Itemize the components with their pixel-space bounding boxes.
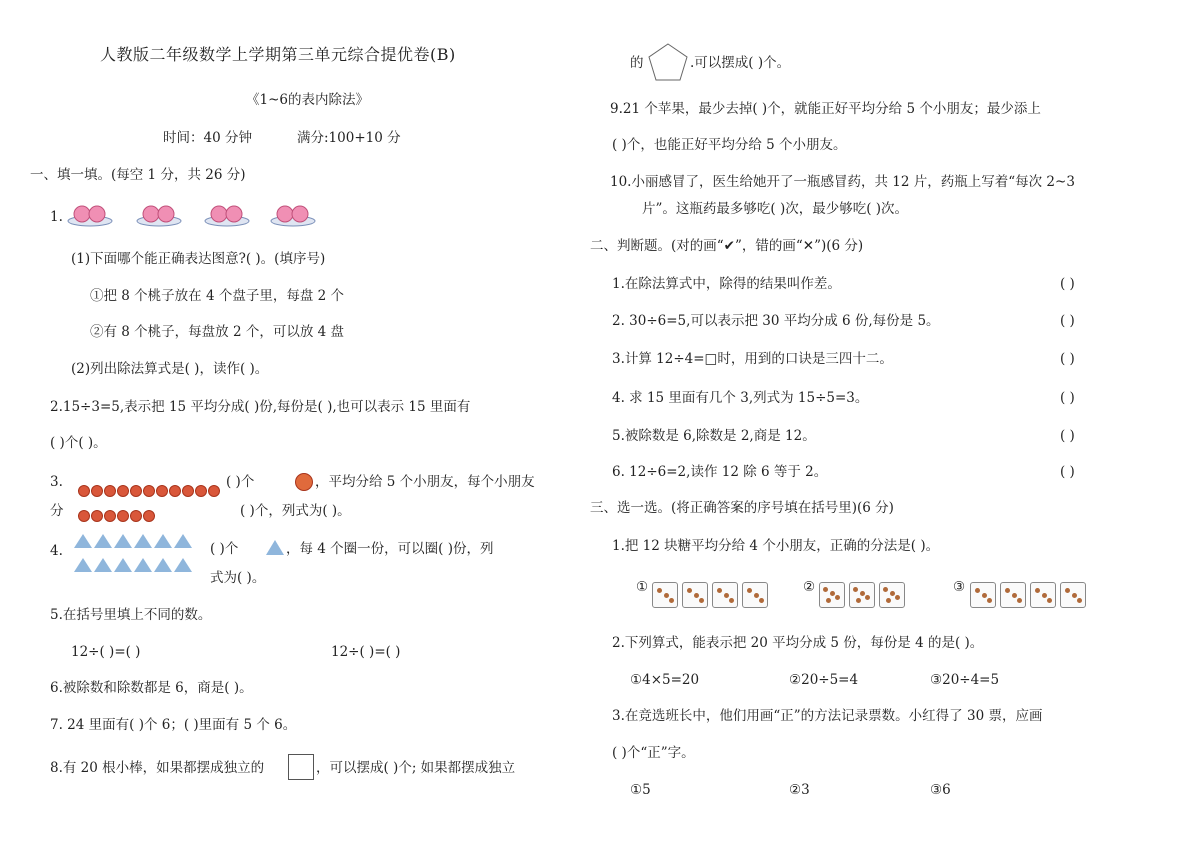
q2-line1: 2.15÷3=5,表示把 15 平均分成( )份,每份是( ),也可以表示 15 里面有 xyxy=(50,399,471,415)
choice-q2-option1: ①4×5=20 xyxy=(630,672,700,688)
choice-q3-line1: 3.在竞选班长中，他们用画“正”的方法记录票数。小红得了 30 票，应画 xyxy=(612,708,1043,724)
exam-time: 时间：40 分钟 xyxy=(163,130,252,146)
exam-score: 满分:100+10 分 xyxy=(297,130,401,146)
q3-line2: ( )个，列式为( )。 xyxy=(240,503,351,519)
q9-line1: 9.21 个苹果，最少去掉( )个，就能正好平均分给 5 个小朋友；最少添上 xyxy=(610,101,1041,117)
section-3-heading: 三、选一选。(将正确答案的序号填在括号里)(6 分) xyxy=(590,500,894,516)
section-1-heading: 一、填一填。(每空 1 分，共 26 分) xyxy=(30,167,246,183)
q8-text-c: 的 xyxy=(630,55,644,71)
q9-line2: ( )个，也能正好平均分给 5 个小朋友。 xyxy=(612,137,847,153)
q10-line1: 10.小丽感冒了，医生给她开了一瓶感冒药，共 12 片，药瓶上写着“每次 2~3 xyxy=(610,174,1075,190)
choice-q3-option3: ③6 xyxy=(930,782,951,798)
choice-q3-option1: ①5 xyxy=(630,782,651,798)
judge-item-6: 6. 12÷6=2,读作 12 除 6 等于 2。 xyxy=(612,464,828,480)
pentagon-icon xyxy=(647,42,689,82)
choice-q3-line2: ( )个“正”字。 xyxy=(612,745,695,761)
q4-line1-blank: ( )个 xyxy=(210,541,239,557)
q8-text-b: ，可以摆成( )个; 如果都摆成独立 xyxy=(316,760,516,776)
q3-balls-row1 xyxy=(78,480,221,499)
q3-line1-text: ，平均分给 5 个小朋友，每个小朋友 xyxy=(315,474,535,490)
page-title: 人教版二年级数学上学期第三单元综合提优卷(B) xyxy=(100,45,456,64)
ball-icon xyxy=(295,473,313,491)
choice-q2: 2.下列算式，能表示把 20 平均分成 5 份，每份是 4 的是( )。 xyxy=(612,635,984,651)
plate-1-icon xyxy=(68,206,112,226)
judge-item-4: 4. 求 15 里面有几个 3,列式为 15÷5=3。 xyxy=(612,390,869,406)
q8-text-d: .可以摆成( )个。 xyxy=(690,55,791,71)
q1-number: 1. xyxy=(50,209,63,225)
q5-text: 5.在括号里填上不同的数。 xyxy=(50,607,212,623)
q4-triangles-row2 xyxy=(74,557,194,576)
judge-item-3: 3.计算 12÷4=□时，用到的口诀是三四十二。 xyxy=(612,351,893,367)
q7-text: 7. 24 里面有( )个 6；( )里面有 5 个 6。 xyxy=(50,717,297,733)
q4-line2: 式为( )。 xyxy=(210,570,266,586)
q1-option2: ②有 8 个桃子，每盘放 2 个，可以放 4 盘 xyxy=(90,324,345,340)
choice-q1: 1.把 12 块糖平均分给 4 个小朋友，正确的分法是( )。 xyxy=(612,538,940,554)
section-2-heading: 二、判断题。(对的画“✔”，错的画“✕”)(6 分) xyxy=(590,238,864,254)
answer-bracket[interactable]: ( ) xyxy=(1060,351,1075,367)
plate-4-icon xyxy=(271,206,315,226)
choice-q2-option2: ②20÷5=4 xyxy=(789,672,859,688)
judge-item-1: 1.在除法算式中，除得的结果叫作差。 xyxy=(612,276,841,292)
choice-q2-option3: ③20÷4=5 xyxy=(930,672,1000,688)
answer-bracket[interactable]: ( ) xyxy=(1060,276,1075,292)
peach-plates-image xyxy=(66,198,318,230)
q8-text-a: 8.有 20 根小棒，如果都摆成独立的 xyxy=(50,760,265,776)
q3-line1-blank: ( )个 xyxy=(226,474,255,490)
choice-q1-option1-label: ① xyxy=(636,579,649,595)
q3-number: 3. xyxy=(50,474,63,490)
choice-q3-option2: ②3 xyxy=(789,782,810,798)
q6-text: 6.被除数和除数都是 6，商是( )。 xyxy=(50,680,253,696)
answer-bracket[interactable]: ( ) xyxy=(1060,464,1075,480)
q3-fen: 分 xyxy=(50,503,64,519)
q10-line2: 片”。这瓶药最多够吃( )次，最少够吃( )次。 xyxy=(642,201,909,217)
triangle-icon xyxy=(266,540,284,555)
judge-item-2: 2. 30÷6=5,可以表示把 30 平均分成 6 份,每份是 5。 xyxy=(612,313,940,329)
q4-number: 4. xyxy=(50,543,63,559)
judge-item-5: 5.被除数是 6,除数是 2,商是 12。 xyxy=(612,428,816,444)
q5-blank-a: 12÷( )=( ) xyxy=(71,644,141,660)
candy-group-1-image xyxy=(652,582,772,608)
subtitle: 《1~6的表内除法》 xyxy=(246,92,369,108)
q1-part2: (2)列出除法算式是( )，读作( )。 xyxy=(71,361,269,377)
q5-blank-b: 12÷( )=( ) xyxy=(331,644,401,660)
candy-group-3-image xyxy=(970,582,1090,608)
choice-q1-option3-label: ③ xyxy=(953,579,966,595)
answer-bracket[interactable]: ( ) xyxy=(1060,428,1075,444)
plate-3-icon xyxy=(205,206,249,226)
answer-bracket[interactable]: ( ) xyxy=(1060,390,1075,406)
q4-triangles-row1 xyxy=(74,533,194,552)
q2-line2: ( )个( )。 xyxy=(50,435,107,451)
q1-option1: ①把 8 个桃子放在 4 个盘子里，每盘 2 个 xyxy=(90,288,345,304)
plate-2-icon xyxy=(137,206,181,226)
choice-q1-option2-label: ② xyxy=(803,579,816,595)
q3-balls-row2 xyxy=(78,505,156,524)
q4-line1-text: ，每 4 个圈一份，可以圈( )份，列 xyxy=(286,541,494,557)
answer-bracket[interactable]: ( ) xyxy=(1060,313,1075,329)
candy-group-2-image xyxy=(819,582,909,608)
square-icon xyxy=(288,754,314,780)
q1-part1: (1)下面哪个能正确表达图意?( )。(填序号) xyxy=(71,251,326,267)
